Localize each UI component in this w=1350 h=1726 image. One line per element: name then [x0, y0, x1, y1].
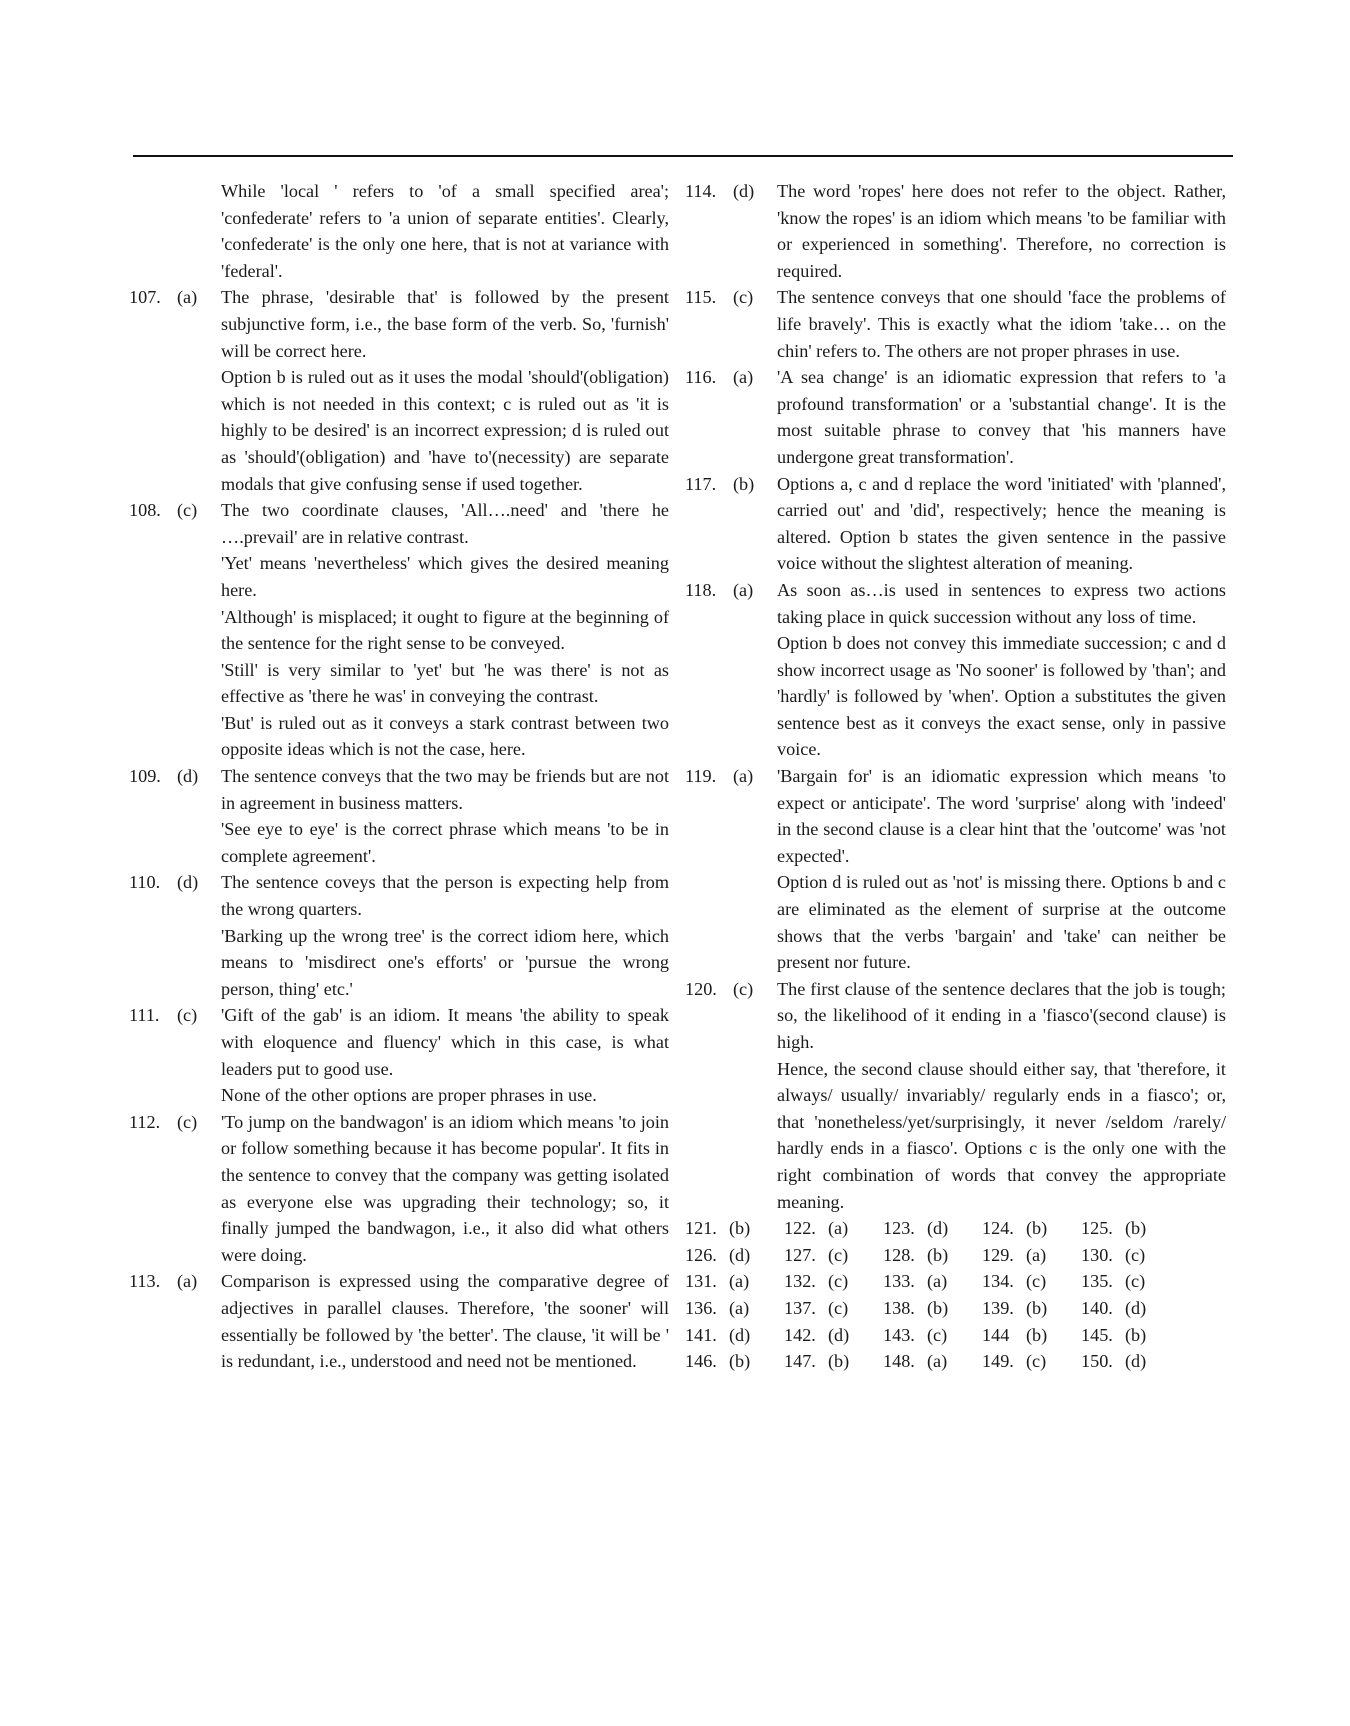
question-number: 124.: [982, 1218, 1014, 1239]
continuation-text: While 'local ' refers to 'of a small specified area'; 'confederate' refers to 'a union of separate entities'. Clearly, 'confederate' is the only one here, that is not at variance with 'federal'.: [221, 181, 669, 281]
question-number: 150.: [1081, 1351, 1113, 1372]
answer-key-cell: [784, 1348, 883, 1375]
answer-key-cell: [982, 1242, 1081, 1269]
question-number: 146.: [685, 1351, 717, 1372]
answer-key-cell: [982, 1215, 1081, 1242]
question-number: 110.: [129, 872, 161, 893]
question-number: 113.: [129, 1271, 161, 1292]
explanation: [221, 284, 669, 497]
answer-option: (b): [1026, 1218, 1048, 1239]
answer-key-row: [685, 1348, 1226, 1375]
question-number: 117.: [685, 473, 717, 494]
explanation-paragraph: The two coordinate clauses, 'All….need' and 'there he ….prevail' are in relative contrast.: [221, 500, 669, 547]
answer-key-cell: [784, 1322, 883, 1349]
question-number: 139.: [982, 1297, 1014, 1318]
answer-option: (a): [927, 1271, 948, 1292]
answer-option: (a): [177, 287, 198, 308]
explanation: [221, 1002, 669, 1108]
answer-key-cell: [1081, 1242, 1180, 1269]
answer-option: (a): [927, 1351, 948, 1372]
explanation: [777, 471, 1226, 577]
answer-option: (d): [729, 1324, 751, 1345]
answer-option: (c): [828, 1271, 849, 1292]
explanation-paragraph: 'Although' is misplaced; it ought to figure at the beginning of the sentence for the right sense to be conveyed.: [221, 606, 669, 654]
answer-option: (c): [828, 1244, 849, 1265]
answer-option: (b): [1125, 1218, 1147, 1239]
answer-key-cell: [1081, 1215, 1180, 1242]
answer-entry: [685, 976, 1226, 1215]
answer-option: (d): [828, 1324, 850, 1345]
explanation: [777, 763, 1226, 976]
question-number: 115.: [685, 287, 717, 308]
question-number: 107.: [129, 287, 161, 308]
explanation-paragraph: 'A sea change' is an idiomatic expression that refers to 'a profound transformation' or a 'substantial change'. It is the most suitable phrase to convey that 'his manners have undergone great transformation'.: [777, 367, 1226, 467]
question-number: 145.: [1081, 1324, 1113, 1345]
question-number: 144: [982, 1324, 1010, 1345]
explanation-paragraph: 'Still' is very similar to 'yet' but 'he was there' is not as effective as 'there he was' in conveying the contrast.: [221, 659, 669, 707]
answer-key-row: [685, 1295, 1226, 1322]
explanation-paragraph: 'Yet' means 'nevertheless' which gives the desired meaning here.: [221, 553, 669, 600]
answer-option: (c): [177, 1111, 198, 1132]
explanation: [221, 1109, 669, 1269]
question-number: 128.: [883, 1244, 915, 1265]
right-column: [685, 178, 1226, 1375]
answer-key-grid: [685, 1215, 1226, 1375]
question-number: 130.: [1081, 1244, 1113, 1265]
question-number: 118.: [685, 579, 717, 600]
answer-option: (d): [729, 1244, 751, 1265]
question-number: 143.: [883, 1324, 915, 1345]
answer-entry: [129, 763, 669, 869]
explanation: [777, 284, 1226, 364]
explanation-paragraph: 'To jump on the bandwagon' is an idiom which means 'to join or follow something because it has become popular'. It fits in the sentence to convey that the company was getting isolated as everyone else was upgrading their technology; so, it finally jumped the bandwagon, i.e., it also did what others were doing.: [221, 1111, 669, 1265]
answer-entry: [129, 497, 669, 763]
answer-option: (a): [733, 579, 754, 600]
answer-key-cell: [883, 1242, 982, 1269]
answer-option: (b): [927, 1244, 949, 1265]
question-number: 119.: [685, 766, 717, 787]
answer-key-cell: [1081, 1322, 1180, 1349]
answer-key-cell: [883, 1348, 982, 1375]
left-column: [129, 178, 669, 1375]
question-number: 112.: [129, 1111, 161, 1132]
question-number: 148.: [883, 1351, 915, 1372]
answer-option: (c): [177, 500, 198, 521]
explanation-paragraph: Option b does not convey this immediate succession; c and d show incorrect usage as 'No sooner' is followed by 'than'; and 'hardly' is followed by 'when'. Option a substitutes the given sentence best as it conveys the exact sense, only in passive voice.: [777, 633, 1226, 760]
explanation-paragraph: Comparison is expressed using the comparative degree of adjectives in parallel clauses. Therefore, 'the sooner' will essentially be followed by 'the better'. The clause, 'it will be ' is redundant, i.e., understood and need not be mentioned.: [221, 1271, 669, 1372]
header-rule: [133, 155, 1233, 157]
question-number: 138.: [883, 1297, 915, 1318]
explanation-paragraph: As soon as…is used in sentences to express two actions taking place in quick succession without any loss of time.: [777, 579, 1226, 627]
answer-key-cell: [1081, 1295, 1180, 1322]
answer-key-cell: [1081, 1268, 1180, 1295]
answer-option: (d): [177, 872, 199, 893]
answer-key-cell: [883, 1322, 982, 1349]
question-number: 108.: [129, 500, 161, 521]
explanation-paragraph: The phrase, 'desirable that' is followed by the present subjunctive form, i.e., the base form of the verb. So, 'furnish' will be correct here.: [221, 287, 669, 361]
answer-entry: [129, 869, 669, 1002]
answer-option: (b): [828, 1351, 850, 1372]
answer-option: (b): [729, 1218, 751, 1239]
answer-option: (c): [1026, 1351, 1047, 1372]
answer-key-cell: [883, 1215, 982, 1242]
answer-key-cell: [784, 1268, 883, 1295]
answer-entry: [685, 763, 1226, 976]
answer-key-row: [685, 1322, 1226, 1349]
question-number: 142.: [784, 1324, 816, 1345]
question-number: 114.: [685, 181, 717, 201]
explanation-paragraph: The sentence conveys that one should 'face the problems of life bravely'. This is exactly what the idiom 'take… on the chin' refers to. The others are not proper phrases in use.: [777, 287, 1226, 361]
explanation: [221, 497, 669, 763]
answer-key-cell: [685, 1348, 784, 1375]
answer-key-cell: [784, 1242, 883, 1269]
answer-option: (a): [729, 1271, 750, 1292]
answer-key-cell: [982, 1322, 1081, 1349]
explanation-paragraph: 'Bargain for' is an idiomatic expression which means 'to expect or anticipate'. The word 'surprise' along with 'indeed' in the second clause is a clear hint that the 'outcome' was 'not expected'.: [777, 766, 1226, 866]
answer-entry: [129, 1268, 669, 1374]
answer-option: (d): [1125, 1297, 1147, 1318]
answer-option: (a): [1026, 1244, 1047, 1265]
answer-entry: [685, 178, 1226, 284]
explanation-paragraph: 'Gift of the gab' is an idiom. It means 'the ability to speak with eloquence and fluency' which in this case, is what leaders put to good use.: [221, 1005, 669, 1079]
answer-option: (c): [1125, 1271, 1146, 1292]
question-number: 121.: [685, 1218, 717, 1239]
answer-key-cell: [685, 1295, 784, 1322]
explanation-paragraph: The word 'ropes' here does not refer to the object. Rather, 'know the ropes' is an idiom which means 'to be familiar with or experienced in something'. Therefore, no correction is required.: [777, 181, 1226, 281]
answer-option: (b): [1125, 1324, 1147, 1345]
answer-key-cell: [685, 1242, 784, 1269]
answer-option: (d): [177, 766, 199, 787]
answer-option: (c): [828, 1297, 849, 1318]
explanation-paragraph: Option b is ruled out as it uses the modal 'should'(obligation) which is not needed in this context; c is ruled out as 'it is highly to be desired' is an incorrect expression; d is ruled out as 'should'(obligation) and 'have to'(necessity) are separate modals that give confusing sense if used together.: [221, 367, 669, 494]
question-number: 127.: [784, 1244, 816, 1265]
answer-entry: [685, 364, 1226, 470]
explanation-paragraph: None of the other options are proper phrases in use.: [221, 1085, 597, 1106]
question-number: 137.: [784, 1297, 816, 1318]
answer-key-cell: [1081, 1348, 1180, 1375]
answer-entry: [129, 1109, 669, 1269]
answer-option: (c): [1026, 1271, 1047, 1292]
answer-key-cell: [982, 1348, 1081, 1375]
explanation-paragraph: Options a, c and d replace the word 'initiated' with 'planned', carried out' and 'did', respectively; hence the meaning is altered. Option b states the given sentence in the passive voice without the slightest alteration of meaning.: [777, 473, 1226, 574]
question-number: 122.: [784, 1218, 816, 1239]
answer-option: (c): [177, 1005, 198, 1026]
explanation: [777, 577, 1226, 763]
explanation-paragraph: 'Barking up the wrong tree' is the correct idiom here, which means to 'misdirect one's efforts' or 'pursue the wrong person, thing' etc.': [221, 925, 669, 999]
question-number: 140.: [1081, 1297, 1113, 1318]
question-number: 126.: [685, 1244, 717, 1265]
answer-key-row: [685, 1242, 1226, 1269]
answer-key-cell: [982, 1295, 1081, 1322]
answer-entry: [129, 1002, 669, 1108]
explanation: [777, 976, 1226, 1215]
answer-key-cell: [883, 1268, 982, 1295]
answer-entry: [685, 577, 1226, 763]
explanation-paragraph: The sentence coveys that the person is expecting help from the wrong quarters.: [221, 872, 669, 920]
question-number: 147.: [784, 1351, 816, 1372]
question-number: 125.: [1081, 1218, 1113, 1239]
question-number: 123.: [883, 1218, 915, 1239]
question-number: 149.: [982, 1351, 1014, 1372]
answer-option: (a): [733, 367, 754, 388]
answer-option: (c): [733, 978, 754, 999]
question-number: 133.: [883, 1271, 915, 1292]
answer-option: (a): [733, 766, 754, 787]
explanation-paragraph: Option d is ruled out as 'not' is missing there. Options b and c are eliminated as the element of surprise at the outcome shows that the verbs 'bargain' and 'take' can neither be present nor future.: [777, 872, 1226, 973]
answer-option: (a): [729, 1297, 750, 1318]
answer-option: (b): [729, 1351, 751, 1372]
answer-key-row: [685, 1215, 1226, 1242]
answer-key-cell: [784, 1215, 883, 1242]
explanation-paragraph: The sentence conveys that the two may be friends but are not in agreement in business matters.: [221, 766, 669, 813]
question-number: 131.: [685, 1271, 717, 1292]
answer-option: (d): [1125, 1351, 1147, 1372]
answer-option: (c): [927, 1324, 948, 1345]
explanation-paragraph: The first clause of the sentence declares that the job is tough; so, the likelihood of it ending in a 'fiasco'(second clause) is high.: [777, 978, 1226, 1052]
question-number: 129.: [982, 1244, 1014, 1265]
question-number: 135.: [1081, 1271, 1113, 1292]
answer-option: (b): [1026, 1297, 1048, 1318]
answer-option: (a): [828, 1218, 849, 1239]
answer-key-cell: [685, 1215, 784, 1242]
answer-option: (c): [1125, 1244, 1146, 1265]
explanation-paragraph: 'But' is ruled out as it conveys a stark contrast between two opposite ideas which is not the case, here.: [221, 712, 669, 760]
explanation-paragraph: Hence, the second clause should either say, that 'therefore, it always/ usually/ invariably/ regularly ends in a fiasco'; or, that 'nonetheless/yet/surprisingly, it never /seldom /rarely/ hardly ends in a fiasco'. Options c is the only one with the right combination of words that convey the appropriate meaning.: [777, 1058, 1226, 1212]
explanation: [777, 178, 1226, 284]
question-number: 134.: [982, 1271, 1014, 1292]
answer-option: (d): [733, 181, 755, 201]
answer-option: (c): [733, 287, 754, 308]
answer-key-cell: [982, 1268, 1081, 1295]
answer-key-cell: [685, 1322, 784, 1349]
question-number: 116.: [685, 367, 717, 388]
answer-key-cell: [883, 1295, 982, 1322]
explanation: [777, 364, 1226, 470]
answer-option: (b): [927, 1297, 949, 1318]
answer-key-cell: [784, 1295, 883, 1322]
explanation: [221, 1268, 669, 1374]
explanation: [221, 763, 669, 869]
answer-entry: [685, 284, 1226, 364]
explanation: [221, 869, 669, 1002]
question-number: 141.: [685, 1324, 717, 1345]
question-number: 109.: [129, 766, 161, 787]
answer-key-cell: [685, 1268, 784, 1295]
question-number: 136.: [685, 1297, 717, 1318]
answer-option: (b): [733, 473, 755, 494]
answer-entry: [129, 284, 669, 497]
question-number: 120.: [685, 978, 717, 999]
question-number: 132.: [784, 1271, 816, 1292]
answer-option: (a): [177, 1271, 198, 1292]
answer-option: (b): [1026, 1324, 1048, 1345]
answer-entry: [685, 471, 1226, 577]
question-number: 111.: [129, 1005, 160, 1026]
answer-key-row: [685, 1268, 1226, 1295]
answer-option: (d): [927, 1218, 949, 1239]
explanation-paragraph: 'See eye to eye' is the correct phrase which means 'to be in complete agreement'.: [221, 819, 669, 866]
